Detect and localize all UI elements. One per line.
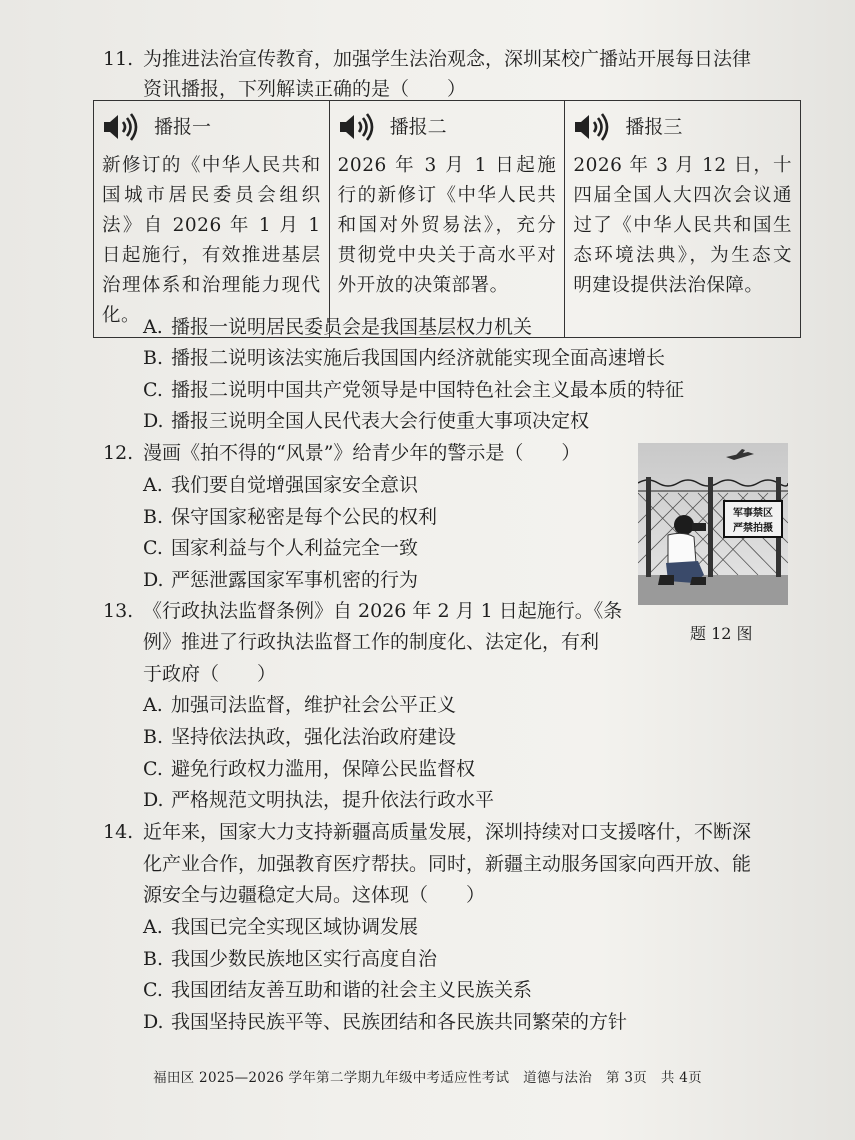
q11-option-a[interactable]: A. 播报一说明居民委员会是我国基层权力机关 [143, 316, 533, 338]
figure-caption: 题 12 图 [690, 624, 753, 643]
q11-stem-line2: 资讯播报，下列解读正确的是（ ） [143, 78, 467, 100]
comic-illustration [638, 443, 788, 605]
speaker-icon [102, 113, 140, 141]
q14-stem-line2: 化产业合作，加强教育医疗帮扶。同时，新疆主动服务国家向西开放、能 [143, 853, 752, 875]
q12-option-b[interactable]: B. 保守国家秘密是每个公民的权利 [143, 506, 438, 528]
speaker-icon [338, 113, 376, 141]
q12-option-d[interactable]: D. 严惩泄露国家军事机密的行为 [143, 569, 419, 591]
q12-option-a[interactable]: A. 我们要自觉增强国家安全意识 [143, 474, 419, 496]
q13-number: 13. [103, 600, 134, 622]
q14-option-c[interactable]: C. 我国团结友善互助和谐的社会主义民族关系 [143, 979, 533, 1001]
q13-option-d[interactable]: D. 严格规范文明执法，提升依法行政水平 [143, 789, 495, 811]
broadcast-table [93, 100, 801, 338]
broadcast-cell-3 [565, 101, 801, 338]
broadcast-title-2: 播报二 [389, 116, 447, 138]
q11-stem-line1 [103, 44, 751, 74]
q13-stem-line1 [103, 596, 622, 626]
q13-stem-text1: 《行政执法监督条例》自 2026 年 2 月 1 日起施行。《条 [143, 600, 623, 622]
q13-stem-line3: 于政府（ ） [143, 663, 277, 685]
q13-option-a[interactable]: A. 加强司法监督，维护社会公平正义 [143, 694, 457, 716]
q14-option-a[interactable]: A. 我国已完全实现区域协调发展 [143, 916, 419, 938]
q12-stem [103, 438, 580, 468]
q14-stem-line1 [103, 817, 751, 847]
q14-stem-line3: 源安全与边疆稳定大局。这体现（ ） [143, 884, 486, 906]
q11-number: 11. [103, 48, 134, 70]
q12-option-c[interactable]: C. 国家利益与个人利益完全一致 [143, 537, 419, 559]
q11-option-c[interactable]: C. 播报二说明中国共产党领导是中国特色社会主义最本质的特征 [143, 379, 685, 401]
sign-line2: 严禁拍摄 [733, 523, 773, 534]
q14-option-d[interactable]: D. 我国坚持民族平等、民族团结和各民族共同繁荣的方针 [143, 1011, 628, 1033]
q14-stem-text1: 近年来，国家大力支持新疆高质量发展，深圳持续对口支援喀什，不断深 [143, 821, 752, 843]
broadcast-cell-2 [329, 101, 565, 338]
q13-option-c[interactable]: C. 避免行政权力滥用，保障公民监督权 [143, 758, 476, 780]
q12-stem-text: 漫画《拍不得的“风景”》给青少年的警示是（ ） [143, 442, 581, 464]
broadcast-title-3: 播报三 [625, 116, 683, 138]
q11-stem-text1: 为推进法治宣传教育，加强学生法治观念，深圳某校广播站开展每日法律 [143, 48, 752, 70]
q14-option-b[interactable]: B. 我国少数民族地区实行高度自治 [143, 948, 438, 970]
q13-stem-line2: 例》推进了行政执法监督工作的制度化、法定化，有利 [143, 631, 600, 653]
q13-option-b[interactable]: B. 坚持依法执政，强化法治政府建设 [143, 726, 457, 748]
q11-option-b[interactable]: B. 播报二说明该法实施后我国国内经济就能实现全面高速增长 [143, 347, 666, 369]
q12-number: 12. [103, 442, 134, 464]
q14-number: 14. [103, 821, 134, 843]
broadcast-cell-1 [94, 101, 330, 338]
broadcast-text-2: 2026 年 3 月 1 日起施行的新修订《中华人民共和国对外贸易法》，充分贯彻党中央关于高水平对外开放的决策部署。 [337, 155, 557, 296]
page-footer: 福田区 2025—2026 学年第二学期九年级中考适应性考试 道德与法治 第 3页 共 4页 [153, 1070, 702, 1086]
sign-line1: 军事禁区 [733, 508, 773, 519]
broadcast-text-1: 新修订的《中华人民共和国城市居民委员会组织法》自 2026 年 1 月 1 日起施行，有效推进基层治理体系和治理能力现代化。 [102, 155, 321, 326]
broadcast-title-1: 播报一 [154, 116, 212, 138]
broadcast-text-3: 2026 年 3 月 12 日，十四届全国人大四次会议通过了《中华人民共和国生态环境法典》，为生态文明建设提供法治保障。 [573, 155, 792, 296]
q11-option-d[interactable]: D. 播报三说明全国人民代表大会行使重大事项决定权 [143, 410, 590, 432]
speaker-icon [573, 113, 611, 141]
